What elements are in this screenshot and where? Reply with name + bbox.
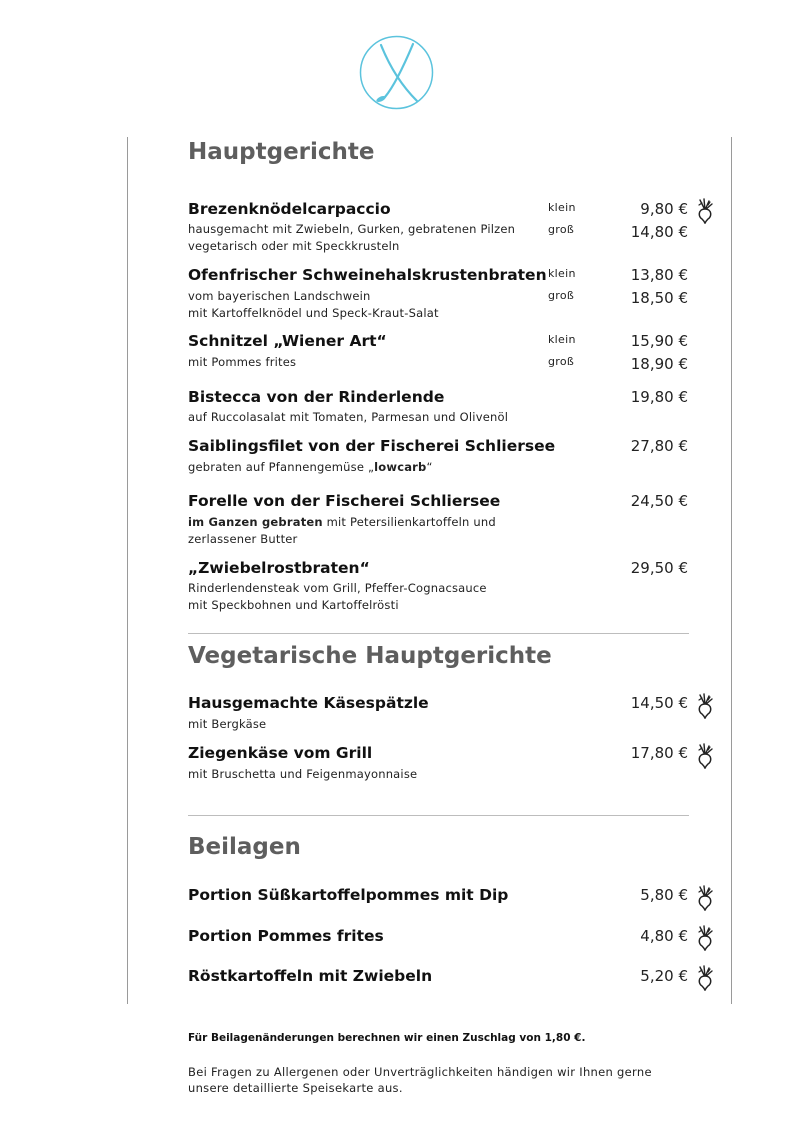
beet-icon	[695, 693, 715, 719]
surcharge-note: Für Beilagenänderungen berechnen wir einen Zuschlag von 1,80 €.	[188, 1032, 586, 1044]
beet-icon	[695, 925, 715, 951]
price-small: 9,80 €	[640, 200, 688, 218]
dish-description: vegetarisch oder mit Speckkrusteln	[188, 239, 400, 253]
price: 29,50 €	[630, 559, 688, 577]
price: 24,50 €	[630, 492, 688, 510]
dish-name: Ofenfrischer Schweinehalskrustenbraten	[188, 266, 547, 284]
desc-text: mit Petersilienkartoffeln und	[322, 515, 496, 529]
dish-description	[188, 514, 496, 531]
section-title-sides: Beilagen	[188, 834, 301, 860]
dish-name: Ziegenkäse vom Grill	[188, 744, 373, 762]
dish-description: mit Speckbohnen und Kartoffelrösti	[188, 598, 399, 612]
beet-icon	[695, 198, 715, 224]
beet-icon	[695, 743, 715, 769]
size-label-large: groß	[548, 289, 575, 302]
price-large: 18,90 €	[630, 355, 688, 373]
dish-name: Hausgemachte Käsespätzle	[188, 694, 429, 712]
dish-name: Portion Pommes frites	[188, 927, 384, 945]
dish-name: Forelle von der Fischerei Schliersee	[188, 492, 501, 510]
desc-bold-text: lowcarb	[374, 460, 427, 474]
size-label-large: groß	[548, 223, 575, 236]
price: 17,80 €	[630, 744, 688, 762]
dish-name: Portion Süßkartoffelpommes mit Dip	[188, 886, 509, 904]
size-label-small: klein	[548, 333, 576, 346]
dish-description	[188, 459, 433, 476]
beet-icon	[695, 885, 715, 911]
dish-name: Röstkartoffeln mit Zwiebeln	[188, 967, 433, 985]
desc-bold-text: im Ganzen gebraten	[188, 515, 323, 529]
desc-text: “	[426, 460, 433, 474]
dish-description: vom bayerischen Landschwein	[188, 289, 371, 303]
price: 5,20 €	[640, 967, 688, 985]
divider	[188, 815, 689, 816]
dish-description: hausgemacht mit Zwiebeln, Gurken, gebratenen Pilzen	[188, 222, 516, 236]
dish-description: mit Pommes frites	[188, 355, 297, 369]
left-border-line	[127, 137, 128, 1004]
dish-description: auf Ruccolasalat mit Tomaten, Parmesan und Olivenöl	[188, 410, 509, 424]
divider	[188, 633, 689, 634]
price: 19,80 €	[630, 388, 688, 406]
size-label-large: groß	[548, 355, 575, 368]
dish-name: Saiblingsfilet von der Fischerei Schliersee	[188, 437, 556, 455]
logo-icon	[359, 35, 434, 110]
price-large: 14,80 €	[630, 223, 688, 241]
desc-text: gebraten auf Pfannengemüse „	[188, 460, 375, 474]
dish-description: mit Bruschetta und Feigenmayonnaise	[188, 767, 418, 781]
dish-name: Brezenknödelcarpaccio	[188, 200, 391, 218]
dish-description: zerlassener Butter	[188, 532, 298, 546]
price-small: 15,90 €	[630, 332, 688, 350]
price: 5,80 €	[640, 886, 688, 904]
price-small: 13,80 €	[630, 266, 688, 284]
size-label-small: klein	[548, 201, 576, 214]
price: 27,80 €	[630, 437, 688, 455]
price: 14,50 €	[630, 694, 688, 712]
beet-icon	[695, 965, 715, 991]
allergen-note: Bei Fragen zu Allergenen oder Unverträglichkeiten händigen wir Ihnen gerne unsere detaillierte Speisekarte aus.	[188, 1065, 652, 1095]
dish-name: Bistecca von der Rinderlende	[188, 388, 445, 406]
section-title-main: Hauptgerichte	[188, 139, 375, 165]
dish-description: mit Kartoffelknödel und Speck-Kraut-Salat	[188, 306, 439, 320]
dish-description: Rinderlendensteak vom Grill, Pfeffer-Cognacsauce	[188, 581, 487, 595]
size-label-small: klein	[548, 267, 576, 280]
dish-name: Schnitzel „Wiener Art“	[188, 332, 387, 350]
dish-name: „Zwiebelrostbraten“	[188, 559, 370, 577]
dish-description: mit Bergkäse	[188, 717, 267, 731]
price: 4,80 €	[640, 927, 688, 945]
right-border-line	[731, 137, 732, 1004]
section-title-vegetarian: Vegetarische Hauptgerichte	[188, 643, 552, 669]
price-large: 18,50 €	[630, 289, 688, 307]
